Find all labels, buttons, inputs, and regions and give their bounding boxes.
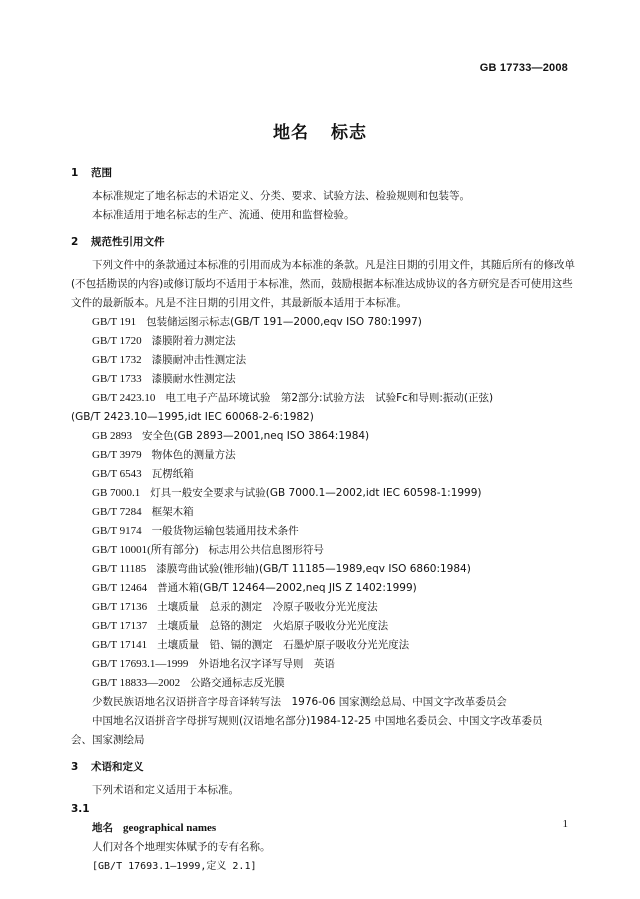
standard-code: GB 17733—2008	[479, 62, 568, 74]
section-1-heading	[71, 164, 581, 183]
reference-code: GB/T 2423.10	[92, 392, 156, 404]
section-title: 范围	[91, 167, 112, 179]
reference-item	[71, 484, 581, 503]
reference-title: 土壤质量 总铬的测定 火焰原子吸收分光光度法	[157, 620, 389, 632]
reference-code: GB/T 3979	[92, 449, 142, 461]
reference-title: 漆膜耐水性测定法	[151, 373, 236, 385]
reference-title: 普通木箱(GB/T 12464—2002,neq JIS Z 1402:1999)	[157, 582, 417, 594]
reference-continuation: 会、国家测绘局	[71, 734, 145, 746]
reference-title: 标志用公共信息图形符号	[208, 544, 324, 556]
reference-title: 土壤质量 总汞的测定 冷原子吸收分光光度法	[157, 601, 378, 613]
reference-item	[71, 427, 581, 446]
reference-item	[71, 465, 581, 484]
reference-list	[71, 313, 581, 750]
title-part-2: 标志	[331, 123, 367, 143]
reference-code: GB/T 1720	[92, 335, 142, 347]
reference-item	[71, 370, 581, 389]
reference-title: 外语地名汉字译写导则 英语	[198, 658, 335, 670]
reference-code: GB 7000.1	[92, 487, 141, 499]
reference-title: 安全色(GB 2893—2001,neq ISO 3864:1984)	[142, 430, 370, 442]
term-chinese: 地名	[92, 822, 113, 834]
reference-title: 灯具一般安全要求与试验(GB 7000.1—2002,idt IEC 60598-1:1999)	[150, 487, 482, 499]
reference-item	[71, 674, 581, 693]
section-number: 1	[71, 167, 79, 179]
reference-code: GB/T 1732	[92, 354, 142, 366]
section-number: 2	[71, 236, 79, 248]
reference-code: GB/T 12464	[92, 582, 148, 594]
term-entry	[71, 819, 581, 838]
reference-item	[71, 579, 581, 598]
reference-title: 电工电子产品环境试验 第2部分:试验方法 试验Fc和导则:振动(正弦)	[165, 392, 494, 404]
reference-title: 一般货物运输包装通用技术条件	[151, 525, 299, 537]
reference-item	[71, 332, 581, 351]
reference-code: GB/T 7284	[92, 506, 142, 518]
section-3-heading	[71, 758, 581, 777]
terms-intro: 下列术语和定义适用于本标准。	[92, 784, 239, 796]
reference-title: 物体色的测量方法	[151, 449, 236, 461]
term-definition: 人们对各个地理实体赋予的专有名称。	[92, 841, 271, 853]
scope-paragraph-2: 本标准适用于地名标志的生产、流通、使用和监督检验。	[92, 209, 355, 221]
reference-item	[71, 598, 581, 617]
reference-continuation: (GB/T 2423.10—1995,idt IEC 60068-2-6:1982)	[71, 411, 314, 423]
reference-item	[71, 446, 581, 465]
reference-item	[71, 693, 581, 712]
term-number: 3.1	[71, 803, 90, 815]
reference-item	[71, 560, 581, 579]
reference-title: 漆膜弯曲试验(锥形轴)(GB/T 11185—1989,eqv ISO 6860:1984)	[156, 563, 471, 575]
term-english: geographical names	[123, 822, 217, 834]
reference-item	[71, 655, 581, 674]
reference-code: GB/T 17136	[92, 601, 148, 613]
reference-title: 框架木箱	[151, 506, 194, 518]
reference-code: GB/T 17693.1—1999	[92, 658, 189, 670]
reference-title: 公路交通标志反光膜	[190, 677, 285, 689]
section-2-heading	[71, 233, 581, 252]
reference-code: GB/T 17137	[92, 620, 148, 632]
reference-code: GB/T 11185	[92, 563, 147, 575]
section-number: 3	[71, 761, 79, 773]
section-title: 规范性引用文件	[91, 236, 165, 248]
reference-item	[71, 541, 581, 560]
reference-item	[71, 313, 581, 332]
document-title	[0, 118, 640, 143]
reference-title: 漆膜耐冲击性测定法	[151, 354, 247, 366]
reference-code: GB/T 191	[92, 316, 137, 328]
reference-title: 包装储运图示标志(GB/T 191—2000,eqv ISO 780:1997)	[146, 316, 422, 328]
reference-code: GB 2893	[92, 430, 133, 442]
scope-paragraph-1: 本标准规定了地名标志的术语定义、分类、要求、试验方法、检验规则和包装等。	[92, 190, 470, 202]
reference-item	[71, 389, 581, 408]
reference-item	[71, 503, 581, 522]
reference-title: 土壤质量 铅、镉的测定 石墨炉原子吸收分光光度法	[157, 639, 410, 651]
reference-code: GB/T 10001(所有部分)	[92, 544, 199, 556]
title-part-1: 地名	[273, 123, 309, 143]
reference-code: GB/T 9174	[92, 525, 142, 537]
reference-item	[71, 351, 581, 370]
reference-title: 中国地名汉语拼音字母拼写规则(汉语地名部分)1984-12-25 中国地名委员会、中国文字改革委员	[92, 715, 543, 727]
reference-code: GB/T 6543	[92, 468, 142, 480]
reference-item	[71, 522, 581, 541]
reference-item	[71, 712, 581, 731]
term-source: [GB/T 17693.1—1999,定义 2.1]	[92, 861, 257, 872]
reference-title: 漆膜附着力测定法	[151, 335, 236, 347]
reference-item	[71, 636, 581, 655]
reference-title: 瓦楞纸箱	[151, 468, 194, 480]
document-body	[71, 160, 581, 876]
section-title: 术语和定义	[91, 761, 144, 773]
reference-code: GB/T 1733	[92, 373, 142, 385]
page-number: 1	[562, 818, 568, 830]
reference-code: GB/T 18833—2002	[92, 677, 181, 689]
reference-title: 少数民族语地名汉语拼音字母音译转写法 1976-06 国家测绘总局、中国文字改革委员会	[92, 696, 507, 708]
reference-code: GB/T 17141	[92, 639, 148, 651]
reference-item	[71, 617, 581, 636]
references-intro: 下列文件中的条款通过本标准的引用而成为本标准的条款。凡是注日期的引用文件，其随后所有的修改单(不包括勘误的内容)或修订版均不适用于本标准，然而，鼓励根据本标准达成协议的各方研究是否可使用这些文件的最新版本。凡是不注日期的引用文件，其最新版本适用于本标准。	[71, 259, 575, 309]
